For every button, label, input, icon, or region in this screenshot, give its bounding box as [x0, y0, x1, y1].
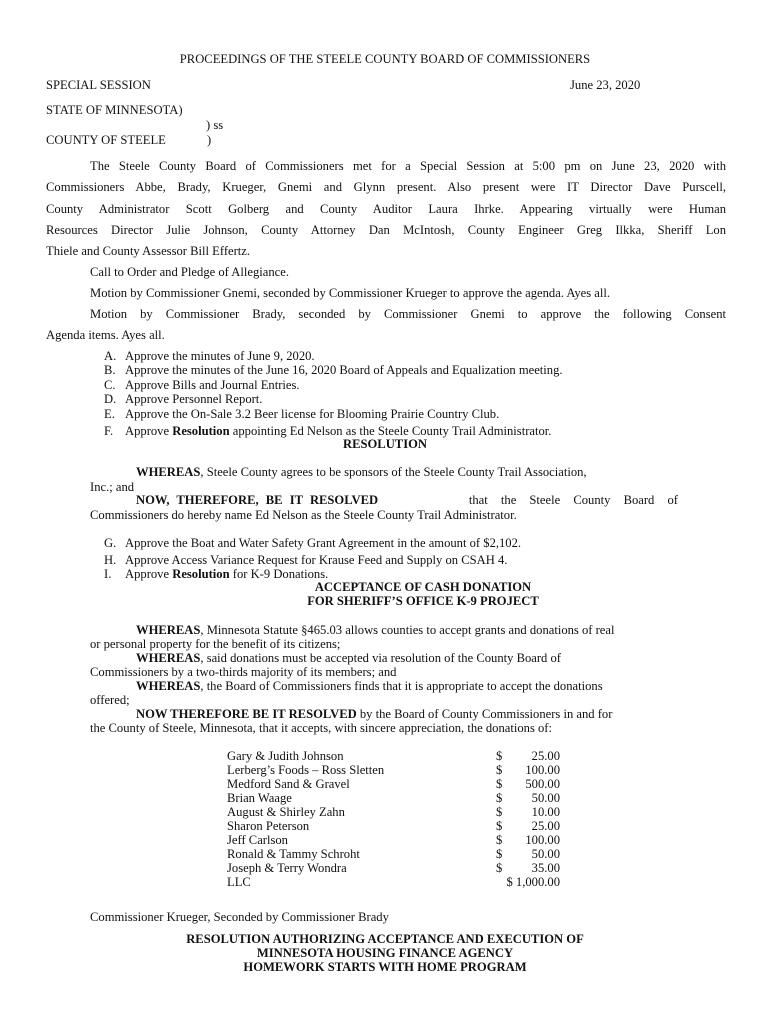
consent-text: Approve the Boat and Water Safety Grant Agreement in the amount of $2,102. [125, 536, 522, 550]
consent-letter: A. [104, 349, 117, 363]
consent-letter: E. [104, 407, 115, 421]
consent-letter: H. [104, 553, 117, 567]
donation-whereas-2 [136, 651, 561, 666]
dollar-sign: $ [496, 833, 503, 847]
consent-text-bold: Resolution [172, 567, 230, 581]
venue-county-paren: ) [207, 133, 212, 147]
whereas-bold: WHEREAS [136, 679, 201, 693]
donor-name: Joseph & Terry Wondra [227, 861, 347, 875]
amount-value: 100.00 [525, 833, 560, 847]
donation-now [136, 707, 612, 722]
closing-motion: Commissioner Krueger, Seconded by Commissioner Brady [90, 910, 389, 924]
consent-text: Approve Personnel Report. [125, 392, 263, 406]
motion-consent-line-2: Agenda items. Ayes all. [46, 328, 165, 342]
dollar-sign: $ [496, 749, 503, 763]
donor-name: Jeff Carlson [227, 833, 288, 847]
amount-value: 25.00 [531, 749, 560, 763]
consent-text: Approve Access Variance Request for Krause Feed and Supply on CSAH 4. [125, 553, 508, 567]
whereas-text: , Minnesota Statute §465.03 allows counties to accept grants and donations of real [200, 623, 615, 637]
whereas-text: , said donations must be accepted via resolution of the County Board of [200, 651, 561, 665]
donor-name: Ronald & Tammy Schroht [227, 847, 360, 861]
intro-line-1: The Steele County Board of Commissioners met for a Special Session at 5:00 pm on June 23, 2020 with [90, 159, 726, 173]
session-date: June 23, 2020 [570, 78, 641, 92]
now-bold: NOW THEREFORE BE IT RESOLVED [136, 707, 357, 721]
amount-value: 50.00 [531, 847, 560, 861]
consent-text: Approve the On-Sale 3.2 Beer license for Blooming Prairie Country Club. [125, 407, 500, 421]
resolution-now-cont: Commissioners do hereby name Ed Nelson as the Steele County Trail Administrator. [90, 508, 517, 522]
donation-now-cont: the County of Steele, Minnesota, that it accepts, with sincere appreciation, the donations of: [90, 721, 552, 735]
venue-ss: ) ss [206, 118, 224, 132]
dollar-sign: $ [496, 791, 503, 805]
closing-heading-2: MINNESOTA HOUSING FINANCE AGENCY [256, 946, 514, 960]
consent-letter: D. [104, 392, 117, 406]
donation-whereas-3 [136, 679, 603, 694]
consent-text-bold: Resolution [172, 424, 230, 438]
now-bold: NOW, THEREFORE, BE IT RESOLVED [136, 493, 379, 507]
consent-letter: C. [104, 378, 116, 392]
whereas-bold: WHEREAS [136, 623, 201, 637]
donor-name: LLC [227, 875, 251, 889]
venue-state: STATE OF MINNESOTA) [46, 103, 183, 117]
consent-letter: I. [104, 567, 112, 581]
resolution-now [136, 493, 678, 508]
whereas-text: , the Board of Commissioners finds that it is appropriate to accept the donations [200, 679, 603, 693]
donor-name: Sharon Peterson [227, 819, 310, 833]
donation-whereas-2-cont: Commissioners by a two-thirds majority of its members; and [90, 665, 397, 679]
donor-name: Gary & Judith Johnson [227, 749, 344, 763]
dollar-sign: $ [496, 819, 503, 833]
dollar-sign: $ [496, 777, 503, 791]
now-text: by the Board of County Commissioners in and for [356, 707, 613, 721]
dollar-sign: $ [496, 847, 503, 861]
amount-value: 500.00 [525, 777, 560, 791]
amount-value: 35.00 [531, 861, 560, 875]
whereas-bold: WHEREAS [136, 465, 201, 479]
amount-value: 10.00 [531, 805, 560, 819]
intro-line-3: County Administrator Scott Golberg and County Auditor Laura Ihrke. Appearing virtually were Human [46, 202, 726, 216]
resolution-whereas-cont: Inc.; and [90, 480, 135, 494]
donation-whereas-1 [136, 623, 615, 638]
amount-value: 50.00 [531, 791, 560, 805]
resolution-whereas [136, 465, 587, 480]
donor-name: August & Shirley Zahn [227, 805, 345, 819]
donation-heading-1: ACCEPTANCE OF CASH DONATION [314, 580, 532, 594]
motion-consent-line-1: Motion by Commissioner Brady, seconded by Commissioner Gnemi to approve the following Consent [90, 307, 726, 321]
donor-name: Lerberg’s Foods – Ross Sletten [227, 763, 385, 777]
dollar-sign: $ [496, 861, 503, 875]
consent-letter: F. [104, 424, 114, 438]
donor-name: Medford Sand & Gravel [227, 777, 350, 791]
venue-county: COUNTY OF STEELE [46, 133, 166, 147]
donation-whereas-3-cont: offered; [90, 693, 130, 707]
amount-value: 100.00 [525, 763, 560, 777]
closing-heading-1: RESOLUTION AUTHORIZING ACCEPTANCE AND EXECUTION OF [186, 932, 584, 946]
amount-value: $ 1,000.00 [506, 875, 560, 889]
whereas-text: , Steele County agrees to be sponsors of the Steele County Trail Association, [200, 465, 587, 479]
session-type: SPECIAL SESSION [46, 78, 151, 92]
consent-text: Approve the minutes of the June 16, 2020 Board of Appeals and Equalization meeting. [125, 363, 563, 377]
consent-text: Approve Bills and Journal Entries. [125, 378, 300, 392]
consent-text: Approve the minutes of June 9, 2020. [125, 349, 315, 363]
consent-text-post: for K-9 Donations. [229, 567, 329, 581]
intro-line-4: Resources Director Julie Johnson, County Attorney Dan McIntosh, County Engineer Greg Ilkka, Sheriff Lon [46, 223, 726, 237]
consent-text-pre: Approve [125, 567, 173, 581]
intro-line-5: Thiele and County Assessor Bill Effertz. [46, 244, 251, 258]
document-title: PROCEEDINGS OF THE STEELE COUNTY BOARD OF COMMISSIONERS [179, 52, 591, 66]
consent-letter: G. [104, 536, 117, 550]
now-text: that the Steele County Board of [468, 493, 678, 507]
donation-heading-2: FOR SHERIFF’S OFFICE K-9 PROJECT [307, 594, 539, 608]
amount-value: 25.00 [531, 819, 560, 833]
consent-text-post: appointing Ed Nelson as the Steele County Trail Administrator. [229, 424, 552, 438]
dollar-sign: $ [496, 763, 503, 777]
whereas-bold: WHEREAS [136, 651, 201, 665]
donor-name: Brian Waage [227, 791, 292, 805]
call-to-order: Call to Order and Pledge of Allegiance. [90, 265, 289, 279]
donation-whereas-1-cont: or personal property for the benefit of its citizens; [90, 637, 341, 651]
closing-heading-3: HOMEWORK STARTS WITH HOME PROGRAM [243, 960, 527, 974]
consent-text-pre: Approve [125, 424, 173, 438]
consent-letter: B. [104, 363, 116, 377]
dollar-sign: $ [496, 805, 503, 819]
resolution-heading: RESOLUTION [343, 437, 427, 451]
intro-line-2: Commissioners Abbe, Brady, Krueger, Gnemi and Glynn present. Also present were IT Director Dave Purscell, [46, 180, 726, 194]
motion-agenda: Motion by Commissioner Gnemi, seconded by Commissioner Krueger to approve the agenda. Ayes all. [90, 286, 610, 300]
